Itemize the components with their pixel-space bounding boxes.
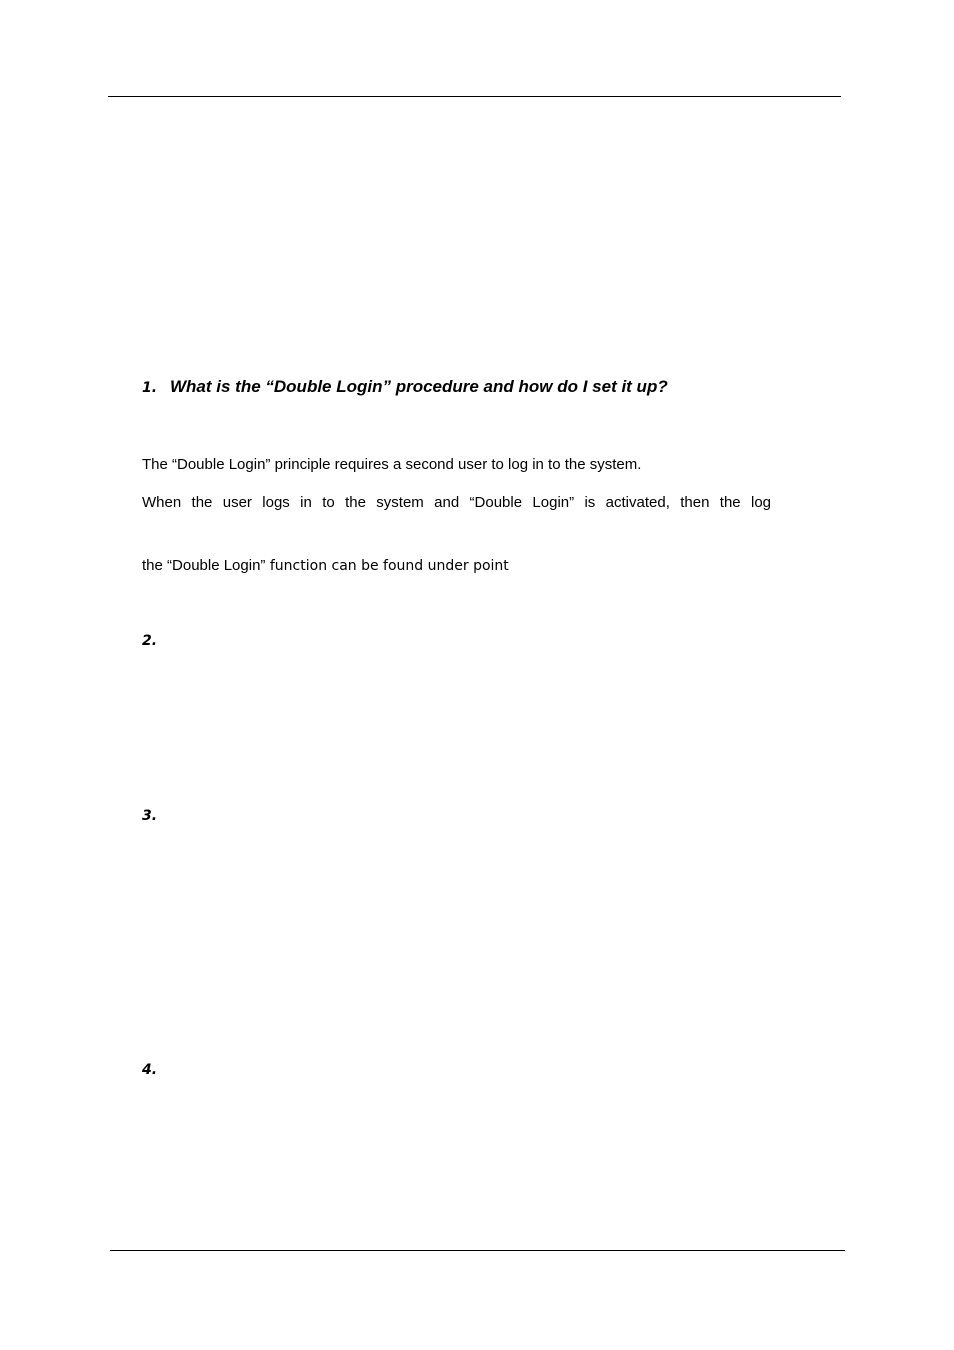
header-rule (108, 96, 841, 97)
body-line-1: The “Double Login” principle requires a second user to log in to the system. (142, 456, 642, 473)
question-4-heading (142, 1061, 170, 1079)
question-1-heading (142, 377, 668, 397)
question-3-number: 3. (142, 808, 158, 824)
question-2-heading (142, 632, 170, 650)
footer-rule (110, 1250, 845, 1251)
question-4-number: 4. (142, 1062, 158, 1078)
question-2-number: 2. (142, 633, 158, 649)
question-3-heading (142, 807, 170, 825)
body-line-2: When the user logs in to the system and “Double Login” is activated, then the log (142, 494, 771, 511)
question-1-title: What is the “Double Login” procedure and how do I set it up? (170, 377, 668, 396)
question-1-number: 1. (142, 380, 158, 396)
body-line-3-end: function can be found under point (265, 558, 509, 574)
body-line-3-start: the “Double Login” (142, 557, 266, 574)
body-line-3 (142, 557, 509, 574)
